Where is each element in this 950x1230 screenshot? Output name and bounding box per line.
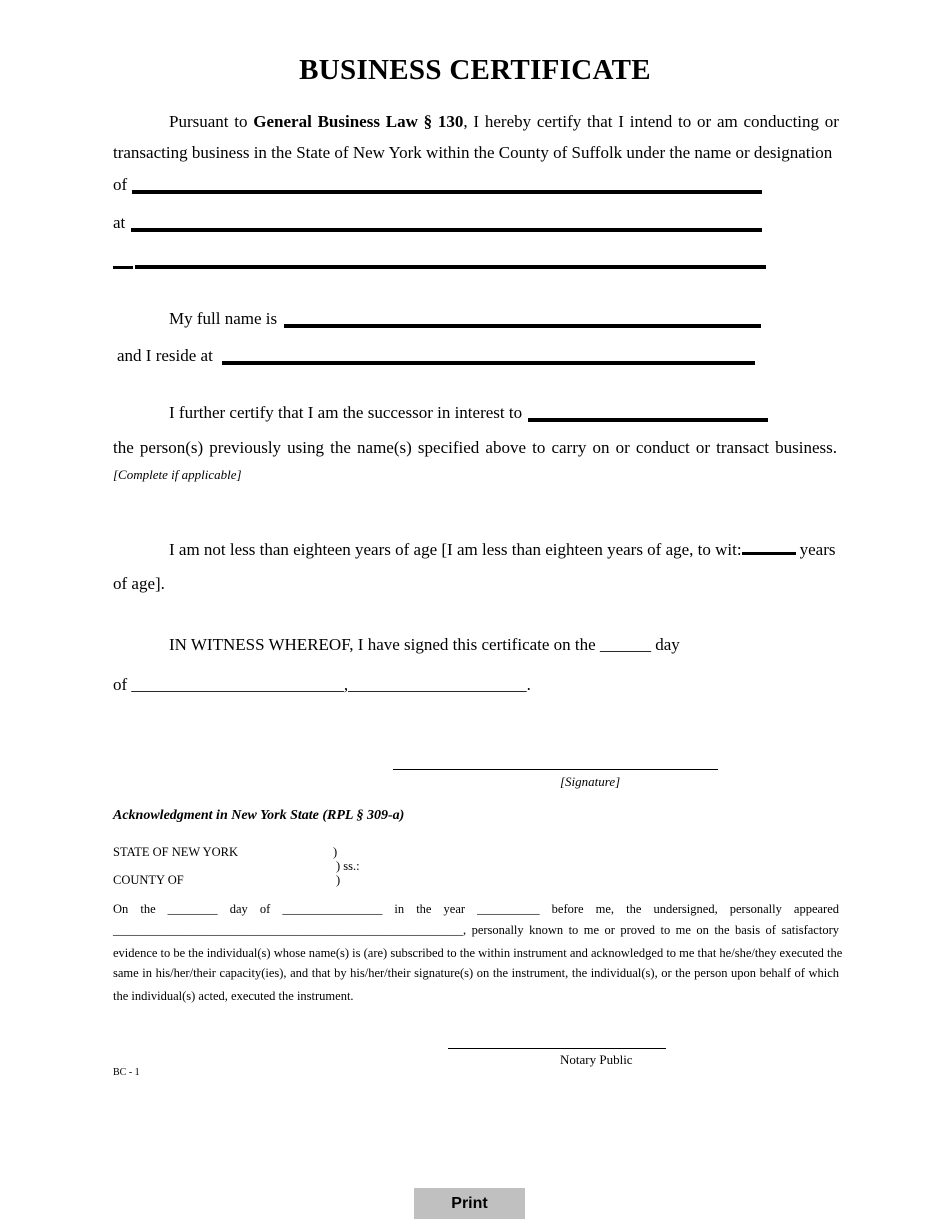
witness-line-1: IN WITNESS WHEREOF, I have signed this certificate on the ______ day	[169, 635, 680, 654]
acknowledgment-line-2: ________________________________________________________, personally known to me or proved to me on the basis of satisfactory	[113, 923, 839, 937]
document-title: BUSINESS CERTIFICATE	[299, 54, 651, 86]
business-address-line-2-field[interactable]	[135, 265, 766, 269]
age-statement: I am not less than eighteen years of age [I am less than eighteen years of age, to wit:	[169, 540, 742, 559]
age-years-field[interactable]	[742, 552, 796, 555]
form-code: BC - 1	[113, 1067, 140, 1078]
age-line-1	[169, 540, 835, 560]
acknowledgment-line-1: On the ________ day of ________________ in the year __________ before me, the undersigned, personally appeared	[113, 902, 839, 916]
age-line-2: of age].	[113, 574, 165, 593]
state-label: STATE OF NEW YORK	[113, 845, 239, 859]
intro-line-1	[113, 112, 839, 132]
full-name-field[interactable]	[284, 324, 761, 328]
business-name-field[interactable]	[132, 190, 762, 194]
at-label: at	[113, 213, 126, 232]
residence-address-field[interactable]	[222, 361, 755, 365]
intro-line-2: transacting business in the State of New York within the County of Suffolk under the name or designation	[113, 143, 833, 162]
successor-line-2: the person(s) previously using the name(s) specified above to carry on or conduct or transact business.	[113, 438, 837, 457]
acknowledgment-line-5: the individual(s) acted, executed the instrument.	[113, 989, 354, 1003]
notary-signature-line[interactable]	[448, 1048, 666, 1049]
acknowledgment-heading: Acknowledgment in New York State (RPL § 309-a)	[113, 808, 405, 823]
acknowledgment-line-3: evidence to be the individual(s) whose name(s) is (are) subscribed to the within instrument and acknowledged to me that he/she/they executed the	[113, 946, 843, 960]
of-label: of	[113, 175, 128, 194]
years-label: years	[799, 540, 836, 559]
business-address-field[interactable]	[131, 228, 762, 232]
reside-label: and I reside at	[117, 346, 213, 365]
paren-bottom: )	[336, 873, 341, 887]
intro-law-reference: General Business Law § 130	[253, 112, 464, 131]
ss-label: ) ss.:	[336, 859, 360, 873]
paren-top: )	[333, 845, 338, 859]
intro-rest: , I hereby certify that I intend to or am conducting or	[463, 112, 839, 131]
successor-line-1: I further certify that I am the successor in interest to	[169, 403, 523, 422]
acknowledgment-line-4: same in his/her/their capacity(ies), and that by his/her/their signature(s) on the instrument, the individual(s), or the person upon behalf of which	[113, 966, 839, 980]
signature-line[interactable]	[393, 769, 718, 770]
intro-lead: Pursuant to	[169, 112, 254, 131]
address-line-2-prefix	[113, 266, 133, 269]
notary-public-label: Notary Public	[560, 1052, 633, 1067]
witness-line-2: of _________________________,_____________________.	[113, 675, 531, 694]
successor-field[interactable]	[528, 418, 768, 422]
signature-label: [Signature]	[560, 774, 621, 789]
print-button[interactable]: Print	[414, 1188, 525, 1219]
full-name-label: My full name is	[169, 309, 278, 328]
complete-if-applicable-note: [Complete if applicable]	[113, 467, 242, 482]
county-label: COUNTY OF	[113, 873, 184, 887]
